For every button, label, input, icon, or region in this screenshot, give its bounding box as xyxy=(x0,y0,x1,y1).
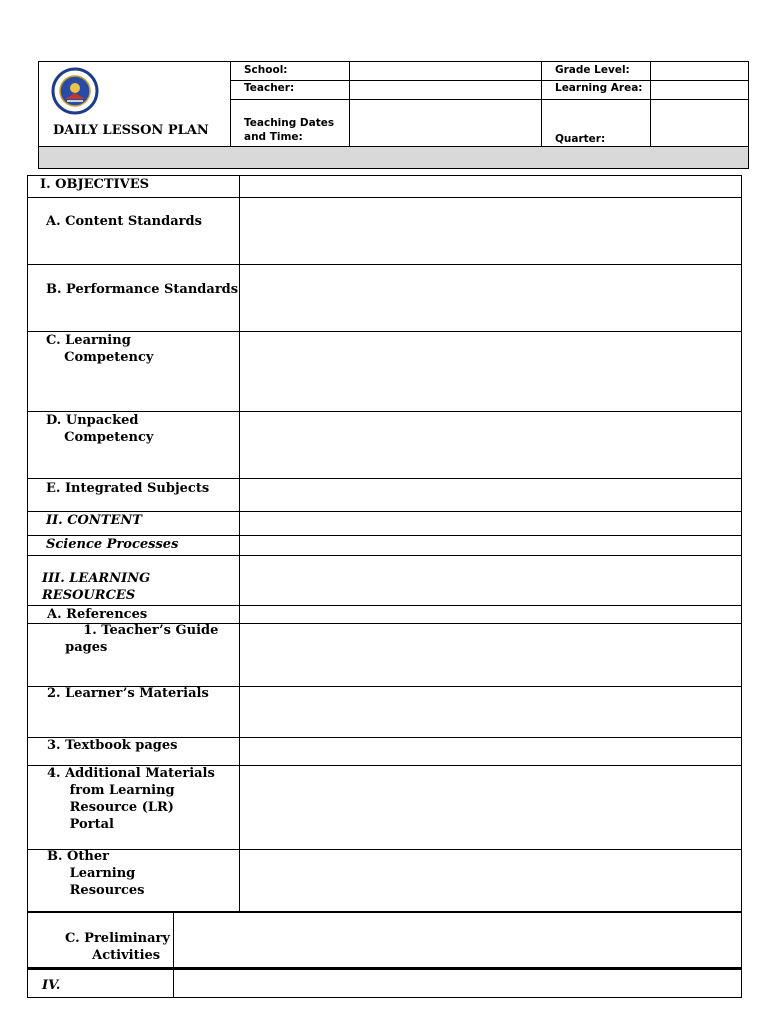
textbook-pages-label: 3. Textbook pages xyxy=(47,738,178,753)
preliminary-activities-label: C. Preliminary Activities xyxy=(65,931,170,963)
objectives-field[interactable] xyxy=(240,176,741,197)
quarter-field[interactable] xyxy=(650,99,749,147)
learning-area-label-cell xyxy=(541,80,651,100)
lesson-plan-table xyxy=(27,175,742,912)
teaching-dates-field[interactable] xyxy=(349,99,542,147)
learning-competency-field[interactable] xyxy=(240,332,741,411)
procedures-heading: IV. xyxy=(42,978,61,993)
content-standards-label: A. Content Standards xyxy=(46,214,202,229)
activities-table xyxy=(27,912,742,998)
table-row xyxy=(28,176,741,198)
school-label: School: xyxy=(244,64,288,76)
grade-level-label-cell xyxy=(541,61,651,81)
textbook-pages-field[interactable] xyxy=(240,738,741,765)
learning-resources-field[interactable] xyxy=(240,556,741,605)
header-shaded-bar xyxy=(38,146,749,169)
references-field[interactable] xyxy=(240,606,741,623)
table-row xyxy=(28,512,741,536)
table-row xyxy=(28,556,741,606)
grade-level-field[interactable] xyxy=(650,61,749,81)
table-row xyxy=(28,332,741,412)
integrated-subjects-field[interactable] xyxy=(240,479,741,511)
grade-level-label: Grade Level: xyxy=(555,64,630,76)
content-field[interactable] xyxy=(240,512,741,535)
deped-seal-icon xyxy=(47,67,103,115)
lesson-plan-header xyxy=(38,61,749,169)
quarter-label: Quarter: xyxy=(555,133,606,145)
teacher-field[interactable] xyxy=(349,80,542,100)
unpacked-competency-field[interactable] xyxy=(240,412,741,478)
teaching-dates-label-line1: Teaching Dates xyxy=(244,117,335,129)
performance-standards-field[interactable] xyxy=(240,265,741,331)
table-row xyxy=(28,198,741,265)
table-row xyxy=(28,412,741,479)
table-row xyxy=(28,970,741,997)
table-row xyxy=(28,624,741,687)
teacher-label: Teacher: xyxy=(244,82,295,94)
table-row xyxy=(28,479,741,512)
teaching-dates-label-line2: and Time: xyxy=(244,131,303,143)
additional-materials-field[interactable] xyxy=(240,766,741,849)
teachers-guide-label: 1. Teacher’s Guide pages xyxy=(65,623,219,655)
learning-competency-label: C. Learning Competency xyxy=(46,333,154,365)
learning-area-field[interactable] xyxy=(650,80,749,100)
table-row xyxy=(28,850,741,913)
references-label: A. References xyxy=(47,607,148,622)
page-title: DAILY LESSON PLAN xyxy=(53,123,209,138)
performance-standards-label: B. Performance Standards xyxy=(46,282,239,297)
learning-area-label: Learning Area: xyxy=(555,82,643,94)
table-row xyxy=(28,738,741,766)
table-row xyxy=(28,536,741,556)
other-resources-field[interactable] xyxy=(240,850,741,913)
science-processes-field[interactable] xyxy=(240,536,741,555)
preliminary-activities-field[interactable] xyxy=(174,913,741,967)
learners-materials-field[interactable] xyxy=(240,687,741,737)
science-processes-label: Science Processes xyxy=(46,537,179,552)
learning-resources-heading: III. LEARNING RESOURCES xyxy=(42,571,151,603)
school-label-cell xyxy=(230,61,350,81)
unpacked-competency-label: D. Unpacked Competency xyxy=(46,413,154,445)
teachers-guide-field[interactable] xyxy=(240,624,741,686)
objectives-heading: I. OBJECTIVES xyxy=(40,177,149,192)
content-standards-field[interactable] xyxy=(240,198,741,264)
table-row xyxy=(28,687,741,738)
quarter-label-cell xyxy=(541,99,651,147)
teaching-dates-label-cell xyxy=(230,99,350,147)
content-heading: II. CONTENT xyxy=(46,513,142,528)
table-row xyxy=(28,265,741,332)
table-row xyxy=(28,913,741,970)
teacher-label-cell xyxy=(230,80,350,100)
integrated-subjects-label: E. Integrated Subjects xyxy=(46,481,210,496)
learners-materials-label: 2. Learner’s Materials xyxy=(47,686,209,701)
procedures-field[interactable] xyxy=(174,970,741,997)
additional-materials-label: 4. Additional Materials from Learning Resource (LR) Portal xyxy=(47,766,215,832)
school-field[interactable] xyxy=(349,61,542,81)
other-resources-label: B. Other Learning Resources xyxy=(47,849,145,898)
table-row xyxy=(28,766,741,850)
